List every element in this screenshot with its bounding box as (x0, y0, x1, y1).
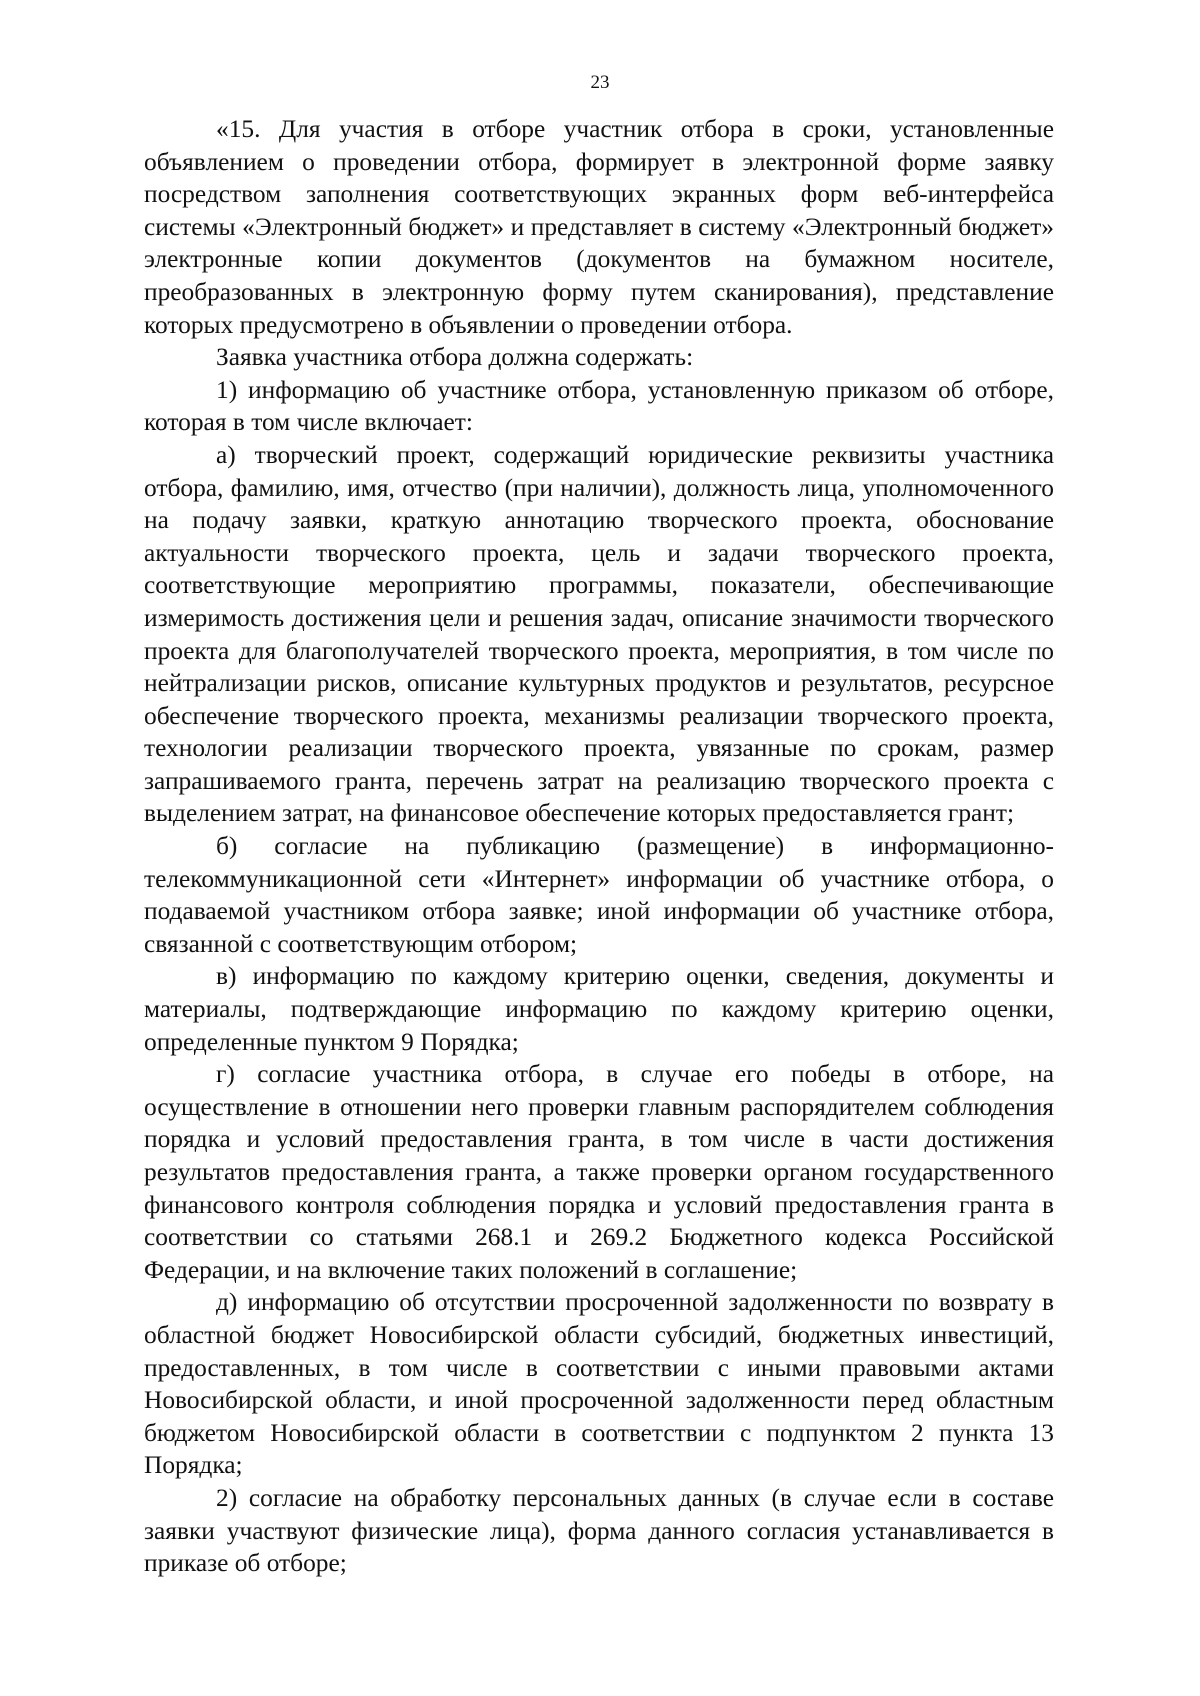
paragraph-subitem-a: а) творческий проект, содержащий юридические реквизиты участника отбора, фамилию, имя, отчество (при наличии), должность лица, уполномоченного на подачу заявки, краткую аннотацию творческого проекта, обоснование актуальности творческого проекта, цель и задачи творческого проекта, соответствующие мероприятию программы, показатели, обеспечивающие измеримость достижения цели и решения задач, описание значимости творческого проекта для благополучателей творческого проекта, мероприятия, в том числе по нейтрализации рисков, описание культурных продуктов и результатов, ресурсное обеспечение творческого проекта, механизмы реализации творческого проекта, технологии реализации творческого проекта, увязанные по срокам, размер запрашиваемого гранта, перечень затрат на реализацию творческого проекта с выделением затрат, на финансовое обеспечение которых предоставляется грант; (144, 440, 1054, 828)
paragraph-subitem-g: г) согласие участника отбора, в случае его победы в отборе, на осуществление в отношении него проверки главным распорядителем соблюдения порядка и условий предоставления гранта, в том числе в части достижения результатов предоставления гранта, а также проверки органом государственного финансового контроля соблюдения порядка и условий предоставления гранта в соответствии со статьями 268.1 и 269.2 Бюджетного кодекса Российской Федерации, и на включение таких положений в соглашение; (144, 1060, 1054, 1284)
paragraph-application-contents: Заявка участника отбора должна содержать: (216, 343, 694, 372)
paragraph-item-2: 2) согласие на обработку персональных данных (в случае если в составе заявки участвуют физические лица), форма данного согласия устанавливается в приказе об отборе; (144, 1483, 1054, 1578)
document-body (144, 113, 1054, 1580)
paragraph-subitem-v: в) информацию по каждому критерию оценки, сведения, документы и материалы, подтверждающие информацию по каждому критерию оценки, определенные пунктом 9 Порядка; (144, 962, 1054, 1056)
paragraph-15-intro: «15. Для участия в отборе участник отбора в сроки, установленные объявлением о проведении отбора, формирует в электронной форме заявку посредством заполнения соответствующих экранных форм веб-интерфейса системы «Электронный бюджет» и представляет в систему «Электронный бюджет» электронные копии документов (документов на бумажном носителе, преобразованных в электронную форму путем сканирования), представление которых предусмотрено в объявлении о проведении отбора. (144, 115, 1054, 339)
paragraph-subitem-d: д) информацию об отсутствии просроченной задолженности по возврату в областной бюджет Новосибирской области субсидий, бюджетных инвестиций, предоставленных, в том числе в соответствии с иными правовыми актами Новосибирской области, и иной просроченной задолженности перед областным бюджетом Новосибирской области в соответствии с подпунктом 2 пункта 13 Порядка; (144, 1288, 1054, 1480)
page-number: 23 (590, 72, 610, 93)
paragraph-subitem-b: б) согласие на публикацию (размещение) в информационно-телекоммуникационной сети «Интернет» информации об участнике отбора, о подаваемой участником отбора заявке; иной информации об участнике отбора, связанной с соответствующим отбором; (144, 832, 1054, 958)
paragraph-item-1: 1) информацию об участнике отбора, установленную приказом об отборе, которая в том числе включает: (144, 375, 1054, 437)
